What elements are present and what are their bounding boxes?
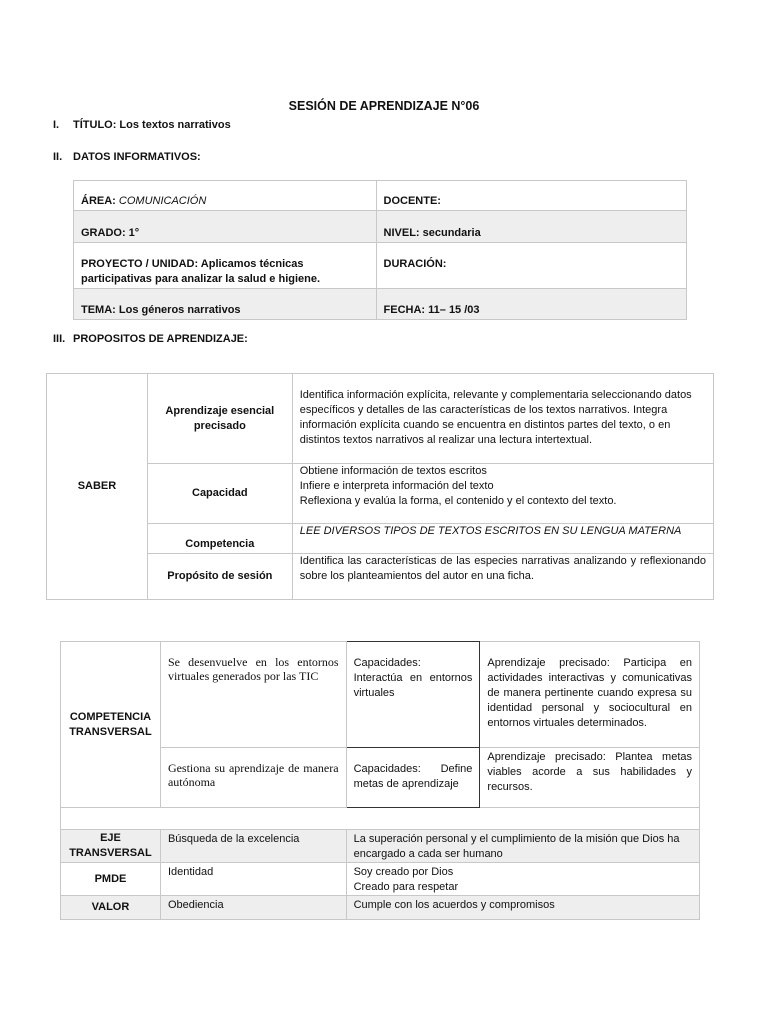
proposito-label: Propósito de sesión bbox=[147, 554, 292, 600]
section-number: III. bbox=[53, 333, 66, 345]
capacidad-item: Obtiene información de textos escritos bbox=[299, 465, 487, 477]
pmde-label: PMDE bbox=[61, 863, 161, 896]
transversal-table bbox=[60, 641, 700, 920]
proyecto-line: PROYECTO / UNIDAD: Aplicamos técnicas bbox=[81, 258, 304, 270]
page-title: SESIÓN DE APRENDIZAJE N°06 bbox=[288, 99, 480, 113]
docente-cell: DOCENTE: bbox=[376, 181, 686, 211]
capacidad-tic-text: Capacidades: Interactúa en entornos virtuales bbox=[346, 642, 480, 748]
valor-value: Obediencia bbox=[160, 896, 346, 920]
section-title-text: TÍTULO: Los textos narrativos bbox=[73, 119, 231, 131]
pmde-desc-line: Soy creado por Dios bbox=[353, 866, 454, 878]
capacidad-item: Reflexiona y evalúa la forma, el contenido y el contexto del texto. bbox=[299, 495, 617, 507]
area-value: COMUNICACIÓN bbox=[118, 195, 207, 207]
section-number: I. bbox=[53, 119, 60, 131]
area-cell bbox=[74, 181, 377, 211]
section-propositos-text: PROPOSITOS DE APRENDIZAJE: bbox=[73, 333, 248, 345]
section-datos-heading bbox=[53, 151, 201, 163]
proposito-text: Identifica las características de las especies narrativas analizando y reflexionando sobre los planteamientos del autor en una ficha. bbox=[292, 554, 713, 600]
aprendizaje-autonoma-text: Aprendizaje precisado: Plantea metas viables acorde a sus habilidades y recursos. bbox=[480, 748, 700, 808]
pmde-value: Identidad bbox=[160, 863, 346, 896]
section-datos-text: DATOS INFORMATIVOS: bbox=[73, 151, 201, 163]
section-title-heading bbox=[53, 119, 231, 131]
eje-value: Búsqueda de la excelencia bbox=[160, 830, 346, 863]
pmde-desc bbox=[346, 863, 699, 896]
proyecto-cell bbox=[74, 243, 377, 289]
section-propositos-heading bbox=[53, 333, 248, 345]
section-number: II. bbox=[53, 151, 63, 163]
fecha-cell: FECHA: 11– 15 /03 bbox=[376, 289, 686, 320]
saber-label: SABER bbox=[47, 374, 148, 600]
nivel-cell: NIVEL: secundaria bbox=[376, 211, 686, 243]
capacidad-label: Capacidad bbox=[147, 464, 292, 524]
grado-cell: GRADO: 1° bbox=[74, 211, 377, 243]
duracion-cell: DURACIÓN: bbox=[376, 243, 686, 289]
propositos-table bbox=[46, 373, 714, 600]
valor-label: VALOR bbox=[61, 896, 161, 920]
competencia-label: Competencia bbox=[147, 524, 292, 554]
aprendizaje-label: Aprendizaje esencial precisado bbox=[147, 374, 292, 464]
area-label: ÁREA: bbox=[81, 195, 116, 207]
datos-informativos-table bbox=[73, 180, 687, 320]
valor-desc: Cumple con los acuerdos y compromisos bbox=[346, 896, 699, 920]
spacer-row bbox=[61, 808, 700, 830]
capacidad-autonoma-text: Capacidades: Define metas de aprendizaje bbox=[346, 748, 480, 808]
capacidad-item: Infiere e interpreta información del texto bbox=[299, 480, 494, 492]
eje-desc: La superación personal y el cumplimiento de la misión que Dios ha encargado a cada ser humano bbox=[346, 830, 699, 863]
competencia-text: LEE DIVERSOS TIPOS DE TEXTOS ESCRITOS EN SU LENGUA MATERNA bbox=[292, 524, 713, 554]
competencia-autonoma-text: Gestiona su aprendizaje de manera autónoma bbox=[160, 748, 346, 808]
eje-label: EJE TRANSVERSAL bbox=[61, 830, 161, 863]
proyecto-line: participativas para analizar la salud e higiene. bbox=[81, 273, 321, 285]
competencia-transversal-label: COMPETENCIA TRANSVERSAL bbox=[61, 642, 161, 808]
tema-cell: TEMA: Los géneros narrativos bbox=[74, 289, 377, 320]
capacidad-list bbox=[292, 464, 713, 524]
aprendizaje-text: Identifica información explícita, relevante y complementaria seleccionando datos específicos y detalles de las características de los textos narrativos. Integra información explícita cuando se encuentra en distintos partes del texto, o en distintos textos narrativos al realizar una lectura intertextual. bbox=[292, 374, 713, 464]
competencia-tic-text: Se desenvuelve en los entornos virtuales generados por las TIC bbox=[160, 642, 346, 748]
pmde-desc-line: Creado para respetar bbox=[353, 881, 459, 893]
aprendizaje-tic-text: Aprendizaje precisado: Participa en actividades interactivas y comunicativas de manera pertinente cuando expresa su identidad personal y sociocultural en entornos virtuales determinados. bbox=[480, 642, 700, 748]
